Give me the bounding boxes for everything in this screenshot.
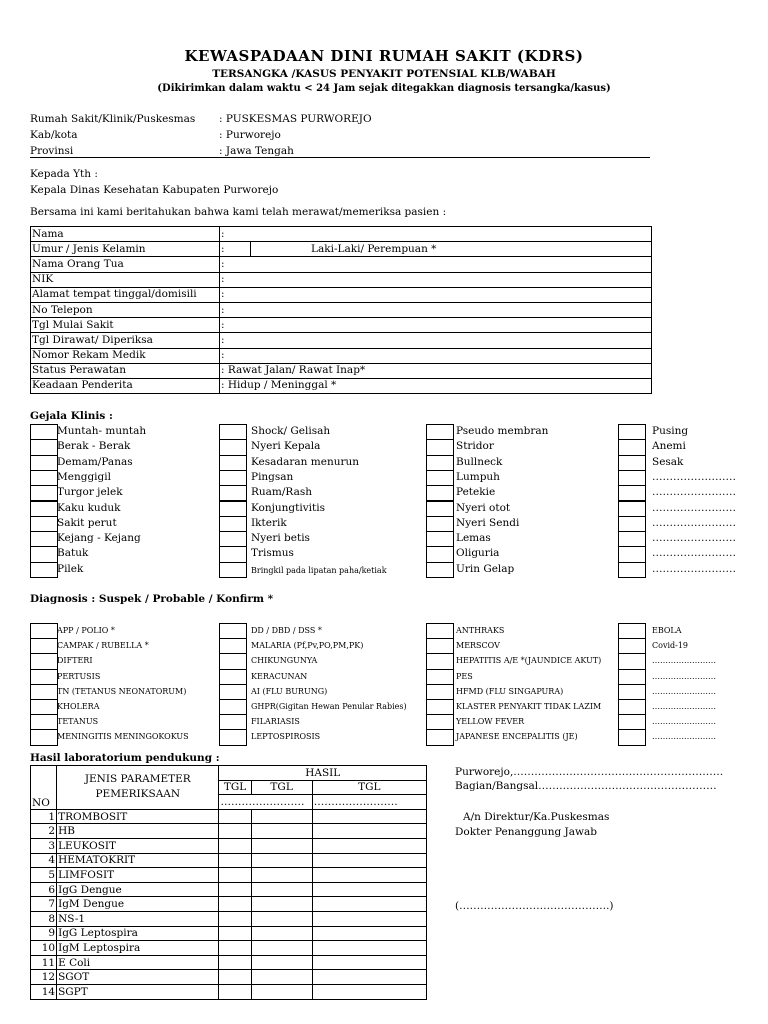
lab-row-param: HB [57,824,219,839]
diagnosis-checkbox[interactable] [426,623,454,639]
lab-row-no: 2 [31,824,57,839]
symptom-checkbox[interactable] [30,485,58,501]
lab-result-cell[interactable] [251,838,312,853]
diagnosis-label: MERSCOV [456,641,500,651]
diagnosis-label: KERACUNAN [251,671,308,681]
symptom-checkbox[interactable] [426,546,454,562]
symptom-label: Anemi [652,440,686,453]
symptom-checkbox[interactable] [30,562,58,578]
symptom-label: Trismus [251,547,294,560]
lab-tgl-header: TGL [312,780,426,795]
symptom-checkbox[interactable] [426,501,454,517]
symptom-checkbox[interactable] [219,516,247,532]
lab-result-cell[interactable] [219,868,251,883]
lab-result-cell[interactable] [312,824,426,839]
lab-row-param: E Coli [57,955,219,970]
lab-result-cell[interactable] [312,853,426,868]
diagnosis-checkbox[interactable] [426,638,454,654]
lab-result-cell[interactable] [219,984,251,999]
institution-label-1: Rumah Sakit/Klinik/Puskesmas [30,113,196,125]
symptom-label: Muntah- muntah [57,425,147,437]
diagnosis-label: DIFTERI [57,656,93,666]
row-label: Status Perawatan [31,363,220,378]
diagnosis-checkbox[interactable] [30,699,58,715]
symptom-label: Stridor [456,440,494,453]
lab-result-cell[interactable] [251,824,312,839]
diagnosis-checkbox[interactable] [219,623,247,639]
diagnosis-checkbox[interactable] [618,729,646,745]
diagnosis-label: MENINGITIS MENINGOKOKUS [57,732,189,742]
symptom-label: Sakit perut [57,516,117,529]
diagnosis-label: HFMD (FLU SINGAPURA) [456,686,564,696]
symptom-checkbox[interactable] [219,455,247,471]
diagnosis-label: MALARIA (Pf,Pv,PO,PM,PK) [251,641,364,651]
lab-row-no: 10 [31,941,57,956]
diagnosis-checkbox[interactable] [219,714,247,730]
row-value[interactable]: : [220,242,251,257]
symptom-checkbox[interactable] [426,516,454,532]
lab-tgl-header: TGL [251,780,312,795]
kepada-label: Kepada Yth : [30,168,98,180]
patient-row [31,257,652,272]
diagnosis-label: PERTUSIS [57,671,101,681]
symptom-checkbox[interactable] [426,455,454,471]
lab-result-cell[interactable] [251,911,312,926]
symptom-checkbox[interactable] [426,531,454,547]
sig-name-line: (…………………………………….) [455,900,614,912]
lab-result-cell[interactable] [312,838,426,853]
row-label: Tgl Mulai Sakit [31,318,220,333]
lab-row-param: SGOT [57,970,219,985]
symptom-label: …………………… [652,532,736,545]
symptom-checkbox[interactable] [219,546,247,562]
diagnosis-label: …………………… [652,656,716,666]
symptom-label: …………………… [652,547,736,560]
symptom-label: Lemas [456,532,491,545]
diagnosis-checkbox[interactable] [618,653,646,669]
lab-result-cell[interactable] [312,970,426,985]
diagnosis-label: Covid-19 [652,641,689,651]
symptom-checkbox[interactable] [618,562,646,578]
sig-bagian: Bagian/Bangsal…………………………………………… [455,780,717,792]
symptom-checkbox[interactable] [219,531,247,547]
lab-result-cell[interactable] [312,926,426,941]
symptom-label: Menggigil [57,470,111,483]
lab-row [31,926,427,941]
symptom-label: Shock/ Gelisah [251,425,331,437]
diagnosis-label: KLASTER PENYAKIT TIDAK LAZIM [456,702,602,711]
symptom-checkbox[interactable] [618,455,646,471]
lab-date-dots[interactable]: …………………… [219,795,312,810]
recipient: Kepala Dinas Kesehatan Kabupaten Purworejo [30,184,279,196]
patient-row [31,333,652,348]
row-label: No Telepon [31,302,220,317]
lab-result-cell[interactable] [251,926,312,941]
patient-row [31,363,652,378]
symptom-checkbox[interactable] [30,531,58,547]
diagnosis-label: …………………… [652,717,716,727]
diagnosis-label: …………………… [652,732,716,742]
lab-result-cell[interactable] [219,853,251,868]
symptom-label: Nyeri Sendi [456,516,520,529]
symptom-checkbox[interactable] [219,501,247,517]
diagnosis-label: TETANUS [57,717,99,727]
lab-result-cell[interactable] [251,868,312,883]
lab-result-cell[interactable] [312,882,426,897]
diagnosis-checkbox[interactable] [426,653,454,669]
lab-row-no: 5 [31,868,57,883]
diagnosis-label: ANTHRAKS [456,626,505,635]
institution-label-3: Provinsi [30,145,74,157]
form-title: KEWASPADAAN DINI RUMAH SAKIT (KDRS) [184,47,584,65]
lab-row-no: 12 [31,970,57,985]
lab-result-cell[interactable] [251,809,312,824]
lab-result-cell[interactable] [312,955,426,970]
diagnosis-checkbox[interactable] [618,699,646,715]
diagnosis-label: JAPANESE ENCEPALITIS (JE) [456,732,578,742]
lab-result-cell[interactable] [219,911,251,926]
row-label: Keadaan Penderita [31,378,220,393]
lab-row-no: 4 [31,853,57,868]
lab-row-param: LEUKOSIT [57,838,219,853]
lab-row [31,911,427,926]
lab-table [30,765,427,1000]
diagnosis-label: DD / DBD / DSS * [251,626,322,635]
diagnosis-checkbox[interactable] [426,729,454,745]
symptom-checkbox[interactable] [426,439,454,455]
diagnosis-checkbox[interactable] [618,714,646,730]
lab-row-param: IgM Leptospira [57,941,219,956]
lab-row-param: TROMBOSIT [57,809,219,824]
lab-result-cell[interactable] [312,868,426,883]
lab-row [31,984,427,999]
patient-table [30,226,652,394]
institution-label-2: Kab/kota [30,129,78,141]
row-label: Alamat tempat tinggal/domisili [31,287,220,302]
intro-text: Bersama ini kami beritahukan bahwa kami telah merawat/memeriksa pasien : [30,206,447,218]
lab-row-no: 14 [31,984,57,999]
gender-options[interactable]: Laki-Laki/ Perempuan * [251,242,652,257]
lab-row [31,882,427,897]
symptom-checkbox[interactable] [618,424,646,440]
lab-result-cell[interactable] [251,853,312,868]
diagnosis-label: …………………… [652,702,716,711]
diagnosis-checkbox[interactable] [219,638,247,654]
gejala-heading: Gejala Klinis : [30,410,113,422]
symptom-checkbox[interactable] [618,470,646,486]
row-value[interactable]: : [220,333,652,348]
diagnosis-label: CAMPAK / RUBELLA * [57,641,149,651]
patient-row [31,318,652,333]
diagnosis-label: PES [456,671,473,681]
lab-result-cell[interactable] [251,955,312,970]
row-value[interactable]: : [220,287,652,302]
patient-row [31,302,652,317]
lab-result-cell[interactable] [219,897,251,912]
symptom-checkbox[interactable] [426,485,454,501]
lab-result-cell[interactable] [251,897,312,912]
lab-result-cell[interactable] [251,882,312,897]
lab-row [31,955,427,970]
lab-result-cell[interactable] [219,882,251,897]
lab-row [31,824,427,839]
symptom-checkbox[interactable] [30,424,58,440]
lab-result-cell[interactable] [312,897,426,912]
row-value[interactable]: : [220,318,652,333]
symptom-label: Pilek [57,562,84,575]
lab-heading: Hasil laboratorium pendukung : [30,752,220,764]
symptom-label: Ikterik [251,516,287,529]
lab-row-param: IgG Leptospira [57,926,219,941]
lab-result-cell[interactable] [312,941,426,956]
symptom-label: Pusing [652,425,689,437]
diagnosis-heading: Diagnosis : Suspek / Probable / Konfirm * [30,593,274,605]
symptom-label: …………………… [652,486,736,499]
diagnosis-label: EBOLA [652,626,682,635]
lab-row-param: LIMFOSIT [57,868,219,883]
symptom-label: …………………… [652,516,736,529]
diagnosis-checkbox[interactable] [219,653,247,669]
symptom-checkbox[interactable] [426,424,454,440]
symptom-label: Demam/Panas [57,455,133,468]
patient-row [31,287,652,302]
symptom-checkbox[interactable] [30,470,58,486]
symptom-label: Berak - Berak [57,440,131,453]
row-value[interactable]: : [220,302,652,317]
symptom-checkbox[interactable] [219,424,247,440]
lab-row [31,970,427,985]
lab-result-cell[interactable] [219,955,251,970]
symptom-checkbox[interactable] [426,562,454,578]
symptom-label: Urin Gelap [456,562,515,575]
symptom-checkbox[interactable] [618,546,646,562]
lab-row-no: 3 [31,838,57,853]
lab-row-no: 1 [31,809,57,824]
row-label: Nama Orang Tua [31,257,220,272]
diagnosis-label: HEPATITIS A/E *(JAUNDICE AKUT) [456,656,602,666]
row-label: Nomor Rekam Medik [31,348,220,363]
divider [30,157,650,158]
lab-row-param: HEMATOKRIT [57,853,219,868]
symptom-checkbox[interactable] [219,485,247,501]
diagnosis-label: LEPTOSPIROSIS [251,732,321,742]
diagnosis-checkbox[interactable] [30,653,58,669]
lab-row [31,941,427,956]
symptom-checkbox[interactable] [219,470,247,486]
symptom-label: Batuk [57,547,89,560]
row-value[interactable]: : Rawat Jalan/ Rawat Inap* [220,363,652,378]
symptom-label: Nyeri otot [456,501,511,514]
diagnosis-checkbox[interactable] [426,684,454,700]
row-label: NIK [31,272,220,287]
symptom-label: Konjungtivitis [251,501,325,514]
symptom-label: Bringkil pada lipatan paha/ketiak [251,565,387,575]
lab-result-cell[interactable] [251,984,312,999]
diagnosis-label: …………………… [652,671,716,681]
lab-row-param: SGPT [57,984,219,999]
diagnosis-label: APP / POLIO * [57,626,115,635]
symptom-checkbox[interactable] [219,439,247,455]
sig-place: Purworejo,…………………………………………………… [455,766,724,778]
lab-row-no: 7 [31,897,57,912]
lab-result-cell[interactable] [312,911,426,926]
row-value[interactable]: : [220,348,652,363]
diagnosis-checkbox[interactable] [219,684,247,700]
lab-result-cell[interactable] [219,941,251,956]
diagnosis-checkbox[interactable] [618,669,646,685]
symptom-label: Bullneck [456,455,503,468]
symptom-label: Oliguria [456,547,500,560]
lab-result-cell[interactable] [251,970,312,985]
lab-result-cell[interactable] [219,838,251,853]
diagnosis-label: TN (TETANUS NEONATORUM) [57,686,187,696]
symptom-label: …………………… [652,470,736,483]
lab-result-cell[interactable] [312,809,426,824]
lab-row-no: 8 [31,911,57,926]
lab-row-no: 6 [31,882,57,897]
symptom-checkbox[interactable] [618,439,646,455]
symptom-label: Nyeri betis [251,532,310,545]
lab-row-param: IgM Dengue [57,897,219,912]
lab-result-cell[interactable] [219,809,251,824]
diagnosis-checkbox[interactable] [219,729,247,745]
diagnosis-checkbox[interactable] [618,623,646,639]
patient-row [31,242,652,257]
symptom-checkbox[interactable] [30,455,58,471]
diagnosis-checkbox[interactable] [426,714,454,730]
patient-row [31,378,652,393]
symptom-checkbox[interactable] [30,501,58,517]
lab-row-param: IgG Dengue [57,882,219,897]
symptom-checkbox[interactable] [219,562,247,578]
lab-row-no: 11 [31,955,57,970]
lab-row [31,853,427,868]
diagnosis-label: GHPR(Gigitan Hewan Penular Rabies) [251,702,407,711]
lab-date-dots[interactable]: …………………… [312,795,426,810]
diagnosis-checkbox[interactable] [618,684,646,700]
diagnosis-label: AI (FLU BURUNG) [251,686,328,696]
lab-row [31,809,427,824]
institution-value-1: : PUSKESMAS PURWOREJO [219,113,372,125]
row-label: Nama [31,227,220,242]
diagnosis-checkbox[interactable] [30,669,58,685]
symptom-checkbox[interactable] [618,485,646,501]
lab-no-header: NO [31,766,57,810]
lab-result-cell[interactable] [219,824,251,839]
lab-result-cell[interactable] [251,941,312,956]
row-label: Tgl Dirawat/ Diperiksa [31,333,220,348]
institution-value-3: : Jawa Tengah [219,145,294,157]
lab-row [31,868,427,883]
diagnosis-label: FILARIASIS [251,717,300,727]
row-value[interactable]: : [220,272,652,287]
row-label: Umur / Jenis Kelamin [31,242,220,257]
symptom-label: …………………… [652,562,736,575]
symptom-label: Lumpuh [456,470,500,483]
diagnosis-checkbox[interactable] [30,729,58,745]
patient-row [31,348,652,363]
symptom-label: Pingsan [251,470,294,483]
diagnosis-label: …………………… [652,686,716,696]
patient-row [31,272,652,287]
form-note: (Dikirimkan dalam waktu < 24 Jam sejak ditegakkan diagnosis tersangka/kasus) [157,83,611,94]
sig-an: A/n Direktur/Ka.Puskesmas [463,811,610,823]
symptom-label: Kesadaran menurun [251,455,360,468]
symptom-label: Ruam/Rash [251,486,312,499]
symptom-label: Nyeri Kepala [251,440,321,453]
symptom-checkbox[interactable] [618,501,646,517]
symptom-label: Kaku kuduk [57,501,121,514]
diagnosis-label: CHIKUNGUNYA [251,656,318,666]
lab-hasil-header: HASIL [219,766,427,781]
symptom-label: Turgor jelek [57,486,123,499]
symptom-checkbox[interactable] [618,516,646,532]
row-value[interactable]: : [220,257,652,272]
diagnosis-checkbox[interactable] [30,684,58,700]
symptom-label: Sesak [652,455,684,468]
diagnosis-checkbox[interactable] [219,699,247,715]
diagnosis-checkbox[interactable] [30,623,58,639]
symptom-checkbox[interactable] [30,439,58,455]
symptom-label: Pseudo membran [456,425,549,437]
lab-result-cell[interactable] [219,970,251,985]
lab-row-param: NS-1 [57,911,219,926]
row-value[interactable]: : Hidup / Meninggal * [220,378,652,393]
diagnosis-checkbox[interactable] [30,714,58,730]
lab-tgl-header: TGL [219,780,251,795]
diagnosis-checkbox[interactable] [30,638,58,654]
lab-param-header: JENIS PARAMETER PEMERIKSAAN [57,766,219,810]
symptom-label: …………………… [652,501,736,514]
institution-value-2: : Purworejo [219,129,281,141]
diagnosis-label: KHOLERA [57,702,100,711]
symptom-label: Petekie [456,486,496,499]
diagnosis-checkbox[interactable] [219,669,247,685]
diagnosis-checkbox[interactable] [426,699,454,715]
symptom-checkbox[interactable] [30,546,58,562]
lab-row [31,838,427,853]
sig-doctor: Dokter Penanggung Jawab [455,826,597,838]
lab-result-cell[interactable] [312,984,426,999]
row-value[interactable]: : [220,227,652,242]
patient-row [31,227,652,242]
diagnosis-checkbox[interactable] [426,669,454,685]
lab-row-no: 9 [31,926,57,941]
lab-result-cell[interactable] [219,926,251,941]
form-subtitle: TERSANGKA /KASUS PENYAKIT POTENSIAL KLB/WABAH [212,68,556,80]
symptom-checkbox[interactable] [426,470,454,486]
diagnosis-label: YELLOW FEVER [456,717,525,727]
diagnosis-checkbox[interactable] [618,638,646,654]
symptom-label: Kejang - Kejang [57,532,141,545]
lab-row [31,897,427,912]
symptom-checkbox[interactable] [618,531,646,547]
symptom-checkbox[interactable] [30,516,58,532]
